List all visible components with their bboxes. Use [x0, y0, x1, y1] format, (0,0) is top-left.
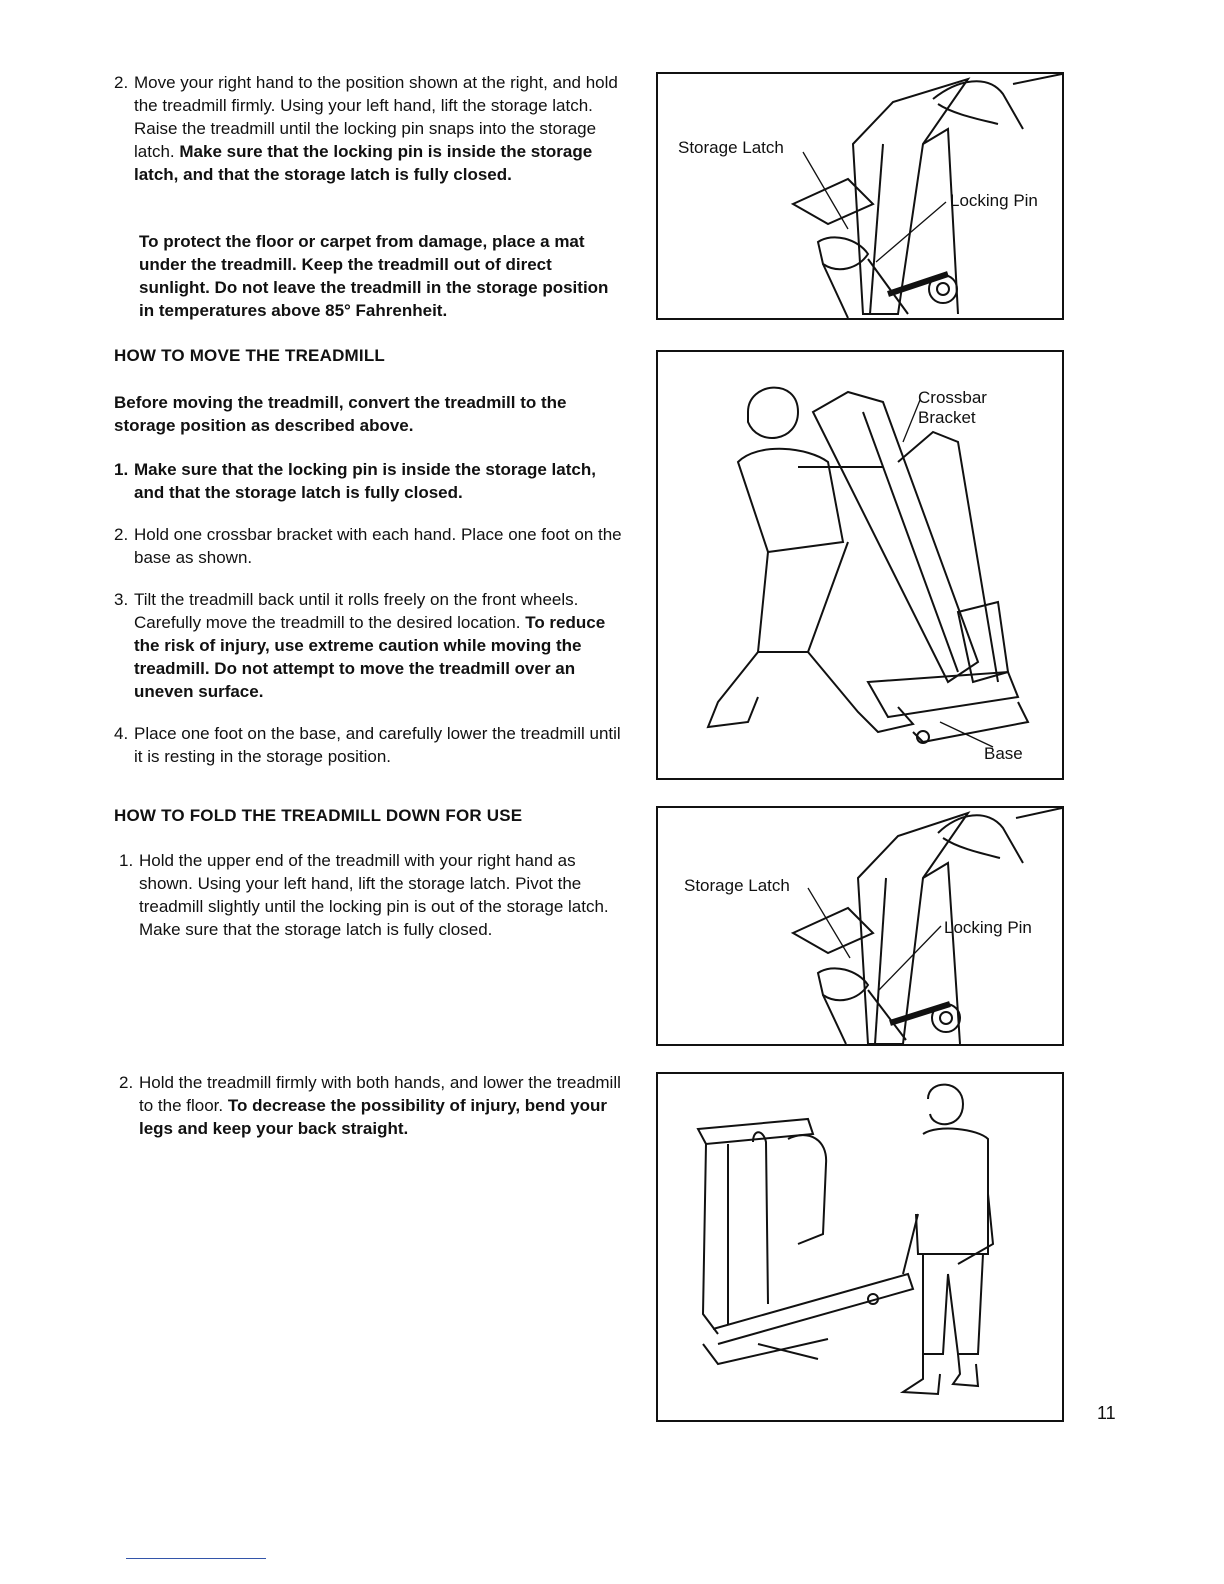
storage-latch-label: Storage Latch — [678, 138, 784, 157]
storage-step-2 — [114, 71, 624, 186]
figure-illustration — [658, 1074, 1062, 1420]
step-text: Hold the treadmill firmly with both hands, and lower the treadmill to the floor. — [139, 1073, 621, 1115]
step-warning: To decrease the possibility of injury, bend your legs and keep your back straight. — [139, 1096, 607, 1138]
step-number: 1. — [119, 851, 134, 870]
move-step-4 — [114, 722, 624, 768]
step-text: Hold the upper end of the treadmill with your right hand as shown. Using your left hand, lift the storage latch. Pivot the treadmill slightly until the locking pin is out of the storage latch. Make sure that the storage latch is fully closed. — [139, 851, 609, 939]
storage-latch-label: Storage Latch — [684, 876, 790, 895]
move-step-3 — [114, 588, 624, 703]
figure-storage-latch-raise — [656, 72, 1064, 320]
step-number: 2. — [119, 1073, 134, 1092]
move-intro: Before moving the treadmill, convert the treadmill to the storage position as described above. — [114, 393, 567, 435]
step-warning: Make sure that the locking pin is inside the storage latch, and that the storage latch is fully closed. — [134, 142, 593, 184]
step-number: 4. — [114, 724, 129, 743]
step-warning: Make sure that the locking pin is inside the storage latch, and that the storage latch is fully closed. — [134, 460, 596, 502]
move-step-1 — [114, 458, 614, 504]
step-number: 1. — [114, 460, 129, 479]
step-number: 2. — [114, 73, 129, 92]
storage-note: To protect the floor or carpet from damage, place a mat under the treadmill. Keep the treadmill out of direct sunlight. Do not leave the treadmill in the storage position in temperatures above 85° Fahrenheit. — [139, 232, 609, 320]
locking-pin-label: Locking Pin — [944, 918, 1032, 937]
page-number: 11 — [1097, 1403, 1116, 1423]
figure-moving-treadmill — [656, 350, 1064, 780]
step-text: Place one foot on the base, and carefully lower the treadmill until it is resting in the storage position. — [134, 724, 621, 766]
footer-divider — [126, 1558, 266, 1559]
figure-lowering-treadmill — [656, 1072, 1064, 1422]
fold-step-1 — [119, 849, 624, 941]
step-text: Move your right hand to the position shown at the right, and hold the treadmill firmly. Using your left hand, lift the storage latch. Raise the treadmill until the locking pin snaps into the storage latch. — [134, 73, 618, 161]
step-number: 2. — [114, 525, 129, 544]
locking-pin-label: Locking Pin — [950, 191, 1038, 210]
fold-step-2 — [119, 1071, 624, 1140]
crossbar-bracket-label: Crossbar Bracket — [918, 388, 987, 427]
step-text: Hold one crossbar bracket with each hand. Place one foot on the base as shown. — [134, 525, 622, 567]
move-heading: HOW TO MOVE THE TREADMILL — [114, 346, 386, 365]
figure-storage-latch-release — [656, 806, 1064, 1046]
step-number: 3. — [114, 590, 129, 609]
move-step-2 — [114, 523, 624, 569]
fold-heading: HOW TO FOLD THE TREADMILL DOWN FOR USE — [114, 806, 523, 825]
step-text: Tilt the treadmill back until it rolls freely on the front wheels. Carefully move the treadmill to the desired location. — [134, 590, 579, 632]
base-label: Base — [984, 744, 1023, 763]
step-warning: To reduce the risk of injury, use extreme caution while moving the treadmill. Do not attempt to move the treadmill over an uneven surface. — [134, 613, 606, 701]
